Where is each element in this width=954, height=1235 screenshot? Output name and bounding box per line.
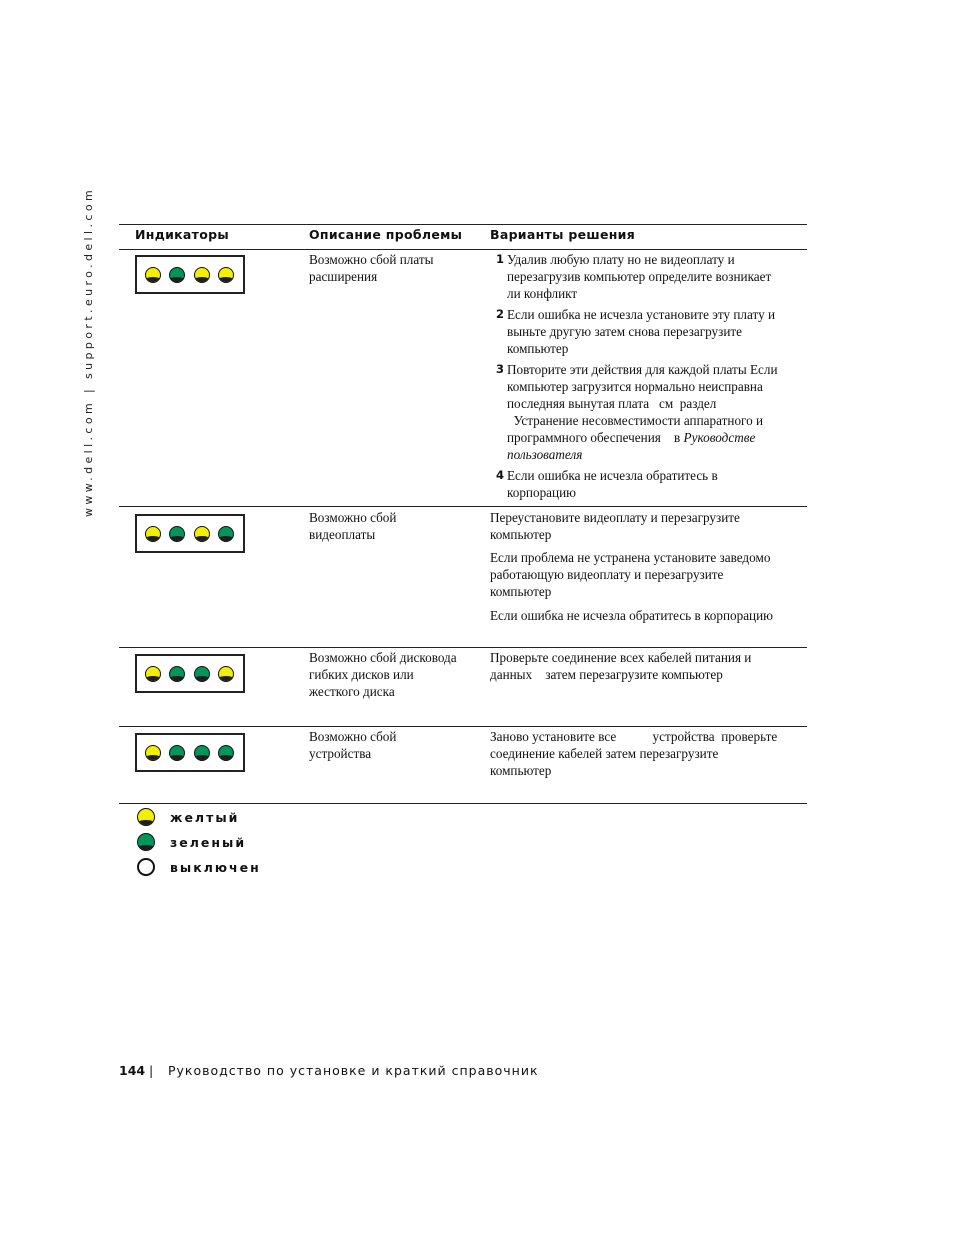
text-line: Удалив любую плату но не видеоплату и (507, 252, 735, 267)
text-line: компьютер (490, 763, 552, 778)
solution-paragraph (490, 607, 802, 624)
text-line: компьютер (490, 527, 552, 542)
text-line: выньте другую затем снова перезагрузите (507, 324, 743, 339)
footer-title: Руководство по установке и краткий справочник (168, 1063, 539, 1078)
solution-paragraph (490, 649, 802, 683)
text-line: Устранение несовместимости аппаратного и (507, 413, 764, 428)
text-line: соединение кабелей затем перезагрузите (490, 746, 719, 761)
italic-reference: Руководстве (683, 430, 756, 445)
yellow-light-icon (137, 808, 155, 826)
green-light-icon (194, 745, 210, 761)
solution-paragraph (490, 728, 802, 779)
page-number: 144 (119, 1063, 146, 1078)
header-description: Описание проблемы (309, 227, 463, 242)
text-line: Переустановите видеоплату и перезагрузите (490, 510, 740, 525)
table-top-rule (119, 224, 807, 225)
text-line: Если ошибка не исчезла обратитесь в корпорацию (490, 608, 774, 623)
indicator-panel-1 (135, 255, 245, 294)
text-line: Возможно сбой (309, 729, 397, 744)
header-rule (119, 249, 807, 250)
text-line: Возможно сбой дисковода (309, 650, 457, 665)
yellow-light-icon (145, 526, 161, 542)
solution-paragraph (490, 549, 802, 600)
yellow-light-icon (194, 526, 210, 542)
step-text (507, 251, 805, 302)
text-line: перезагрузив компьютер определите возникает (507, 269, 772, 284)
text-line: гибких дисков или (309, 667, 414, 682)
step-text (507, 467, 805, 501)
problem-description-3 (309, 649, 477, 700)
indicator-panel-4 (135, 733, 245, 772)
text-span: программного обеспечения в (507, 430, 681, 445)
text-line: ли конфликт (507, 286, 578, 301)
text-line: устройства (309, 746, 372, 761)
header-indicators: Индикаторы (135, 227, 229, 242)
green-light-icon (218, 526, 234, 542)
text-line: Если проблема не устранена установите заведомо (490, 550, 771, 565)
text-line: Заново установите все устройства проверьте (490, 729, 778, 744)
text-line: Проверьте соединение всех кабелей питания и (490, 650, 752, 665)
text-line: компьютер (507, 341, 569, 356)
text-line: Если ошибка не исчезла установите эту плату и (507, 307, 776, 322)
green-light-icon (169, 526, 185, 542)
text-line: работающую видеоплату и перезагрузите (490, 567, 724, 582)
yellow-light-icon (194, 267, 210, 283)
italic-reference: пользователя (507, 447, 583, 462)
text-line: расширения (309, 269, 378, 284)
header-solutions: Варианты решения (490, 227, 636, 242)
step-number: 3 (496, 362, 505, 376)
solution-paragraph (490, 509, 802, 543)
legend-label-green: зеленый (170, 835, 247, 850)
text-line (507, 429, 805, 446)
text-line: Если ошибка не исчезла обратитесь в (507, 468, 718, 483)
text-line: видеоплаты (309, 527, 376, 542)
problem-description-4 (309, 728, 477, 762)
green-light-icon (137, 833, 155, 851)
step-number: 1 (496, 252, 505, 266)
green-light-icon (194, 666, 210, 682)
yellow-light-icon (218, 267, 234, 283)
green-light-icon (169, 267, 185, 283)
problem-description-2 (309, 509, 477, 543)
green-light-icon (169, 666, 185, 682)
text-line: последняя вынутая плата см раздел (507, 396, 717, 411)
text-line: компьютер загрузится нормально неисправна (507, 379, 763, 394)
text-line: жесткого диска (309, 684, 395, 699)
indicator-panel-3 (135, 654, 245, 693)
yellow-light-icon (145, 666, 161, 682)
text-line: Возможно сбой (309, 510, 397, 525)
yellow-light-icon (145, 267, 161, 283)
table-bottom-rule (119, 803, 807, 804)
text-line: компьютер (490, 584, 552, 599)
text-line (507, 446, 805, 463)
problem-description-1 (309, 251, 477, 285)
step-text (507, 361, 805, 463)
row-divider (119, 726, 807, 727)
off-light-icon (137, 858, 155, 876)
step-text (507, 306, 805, 357)
yellow-light-icon (145, 745, 161, 761)
row-divider (119, 506, 807, 507)
legend-label-yellow: желтый (170, 810, 240, 825)
side-url: www.dell.com | support.euro.dell.com (82, 186, 95, 517)
text-line: Повторите эти действия для каждой платы Если (507, 362, 778, 377)
yellow-light-icon (218, 666, 234, 682)
green-light-icon (169, 745, 185, 761)
green-light-icon (218, 745, 234, 761)
indicator-panel-2 (135, 514, 245, 553)
legend-label-off: выключен (170, 860, 261, 875)
step-number: 2 (496, 307, 505, 321)
step-number: 4 (496, 468, 505, 482)
text-line: корпорацию (507, 485, 576, 500)
row-divider (119, 647, 807, 648)
text-line: Возможно сбой платы (309, 252, 434, 267)
text-line: данных затем перезагрузите компьютер (490, 667, 723, 682)
footer-separator: | (149, 1063, 154, 1078)
